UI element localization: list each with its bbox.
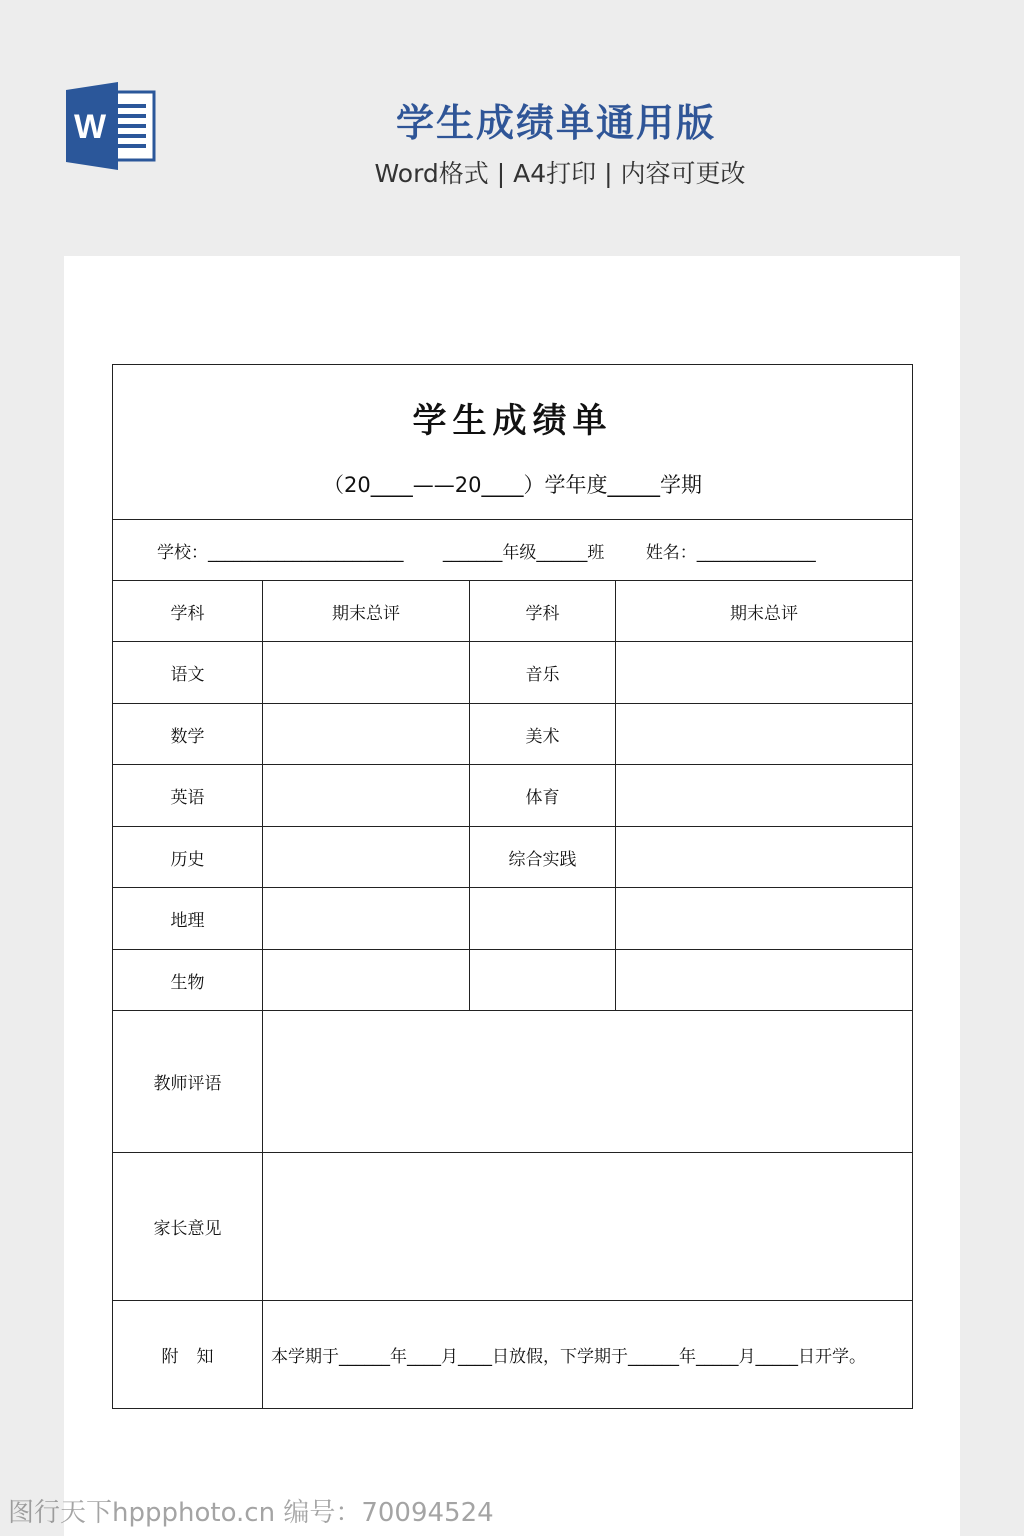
score-cell[interactable] [616,950,913,1011]
score-cell[interactable] [263,765,470,827]
table-row [113,950,913,1011]
score-cell[interactable] [616,888,913,950]
table-row [113,827,913,888]
school-field[interactable]: 学校：_______________________ [157,542,404,563]
subject-label: 英语 [113,765,263,827]
subject-label: 综合实践 [470,827,616,888]
report-card-table [112,364,913,1409]
student-info-row [113,520,913,581]
table-row [113,642,913,704]
word-doc-icon [64,82,156,170]
score-cell[interactable] [616,642,913,704]
table-header-row [113,581,913,642]
score-cell[interactable] [263,950,470,1011]
note-label-cell [113,1301,263,1409]
form-title: 学生成绩单 [412,401,613,441]
parent-opinion-field[interactable] [263,1153,913,1301]
page-subtitle: Word格式 | A4打印 | 内容可更改 [374,159,746,188]
subject-label: 语文 [113,642,263,704]
teacher-comment-row [113,1011,913,1153]
score-cell[interactable] [616,704,913,765]
header-score-right: 期末总评 [616,581,913,642]
note-row [113,1301,913,1409]
academic-year-line: （20____——20____）学年度_____学期 [323,473,702,497]
note-label: 附知 [161,1347,232,1367]
score-cell[interactable] [263,888,470,950]
table-row [113,888,913,950]
form-title-cell [113,365,913,520]
subject-label: 体育 [470,765,616,827]
header-subject-right: 学科 [470,581,616,642]
note-text: 本学期于______年____月____日放假，下学期于______年_____月_____日开学。 [263,1301,913,1409]
subject-label: 历史 [113,827,263,888]
subject-label: 美术 [470,704,616,765]
subject-label [470,888,616,950]
header-score-left: 期末总评 [263,581,470,642]
word-logo-letter: W [73,108,107,146]
watermark: 图行天下hppphoto.cn 编号：70094524 [8,1498,494,1528]
table-row [113,704,913,765]
teacher-comment-label: 教师评语 [113,1011,263,1153]
header-subject-left: 学科 [113,581,263,642]
subject-label: 音乐 [470,642,616,704]
subject-label [470,950,616,1011]
subject-label: 生物 [113,950,263,1011]
score-cell[interactable] [616,827,913,888]
parent-opinion-row [113,1153,913,1301]
page-title: 学生成绩单通用版 [395,101,716,145]
parent-opinion-label: 家长意见 [113,1153,263,1301]
score-cell[interactable] [263,704,470,765]
score-cell[interactable] [263,827,470,888]
name-field[interactable]: 姓名：______________ [645,542,816,563]
score-cell[interactable] [263,642,470,704]
subject-label: 数学 [113,704,263,765]
class-field[interactable]: _______年级______班 [442,542,605,563]
subject-label: 地理 [113,888,263,950]
table-row [113,765,913,827]
teacher-comment-field[interactable] [263,1011,913,1153]
score-cell[interactable] [616,765,913,827]
